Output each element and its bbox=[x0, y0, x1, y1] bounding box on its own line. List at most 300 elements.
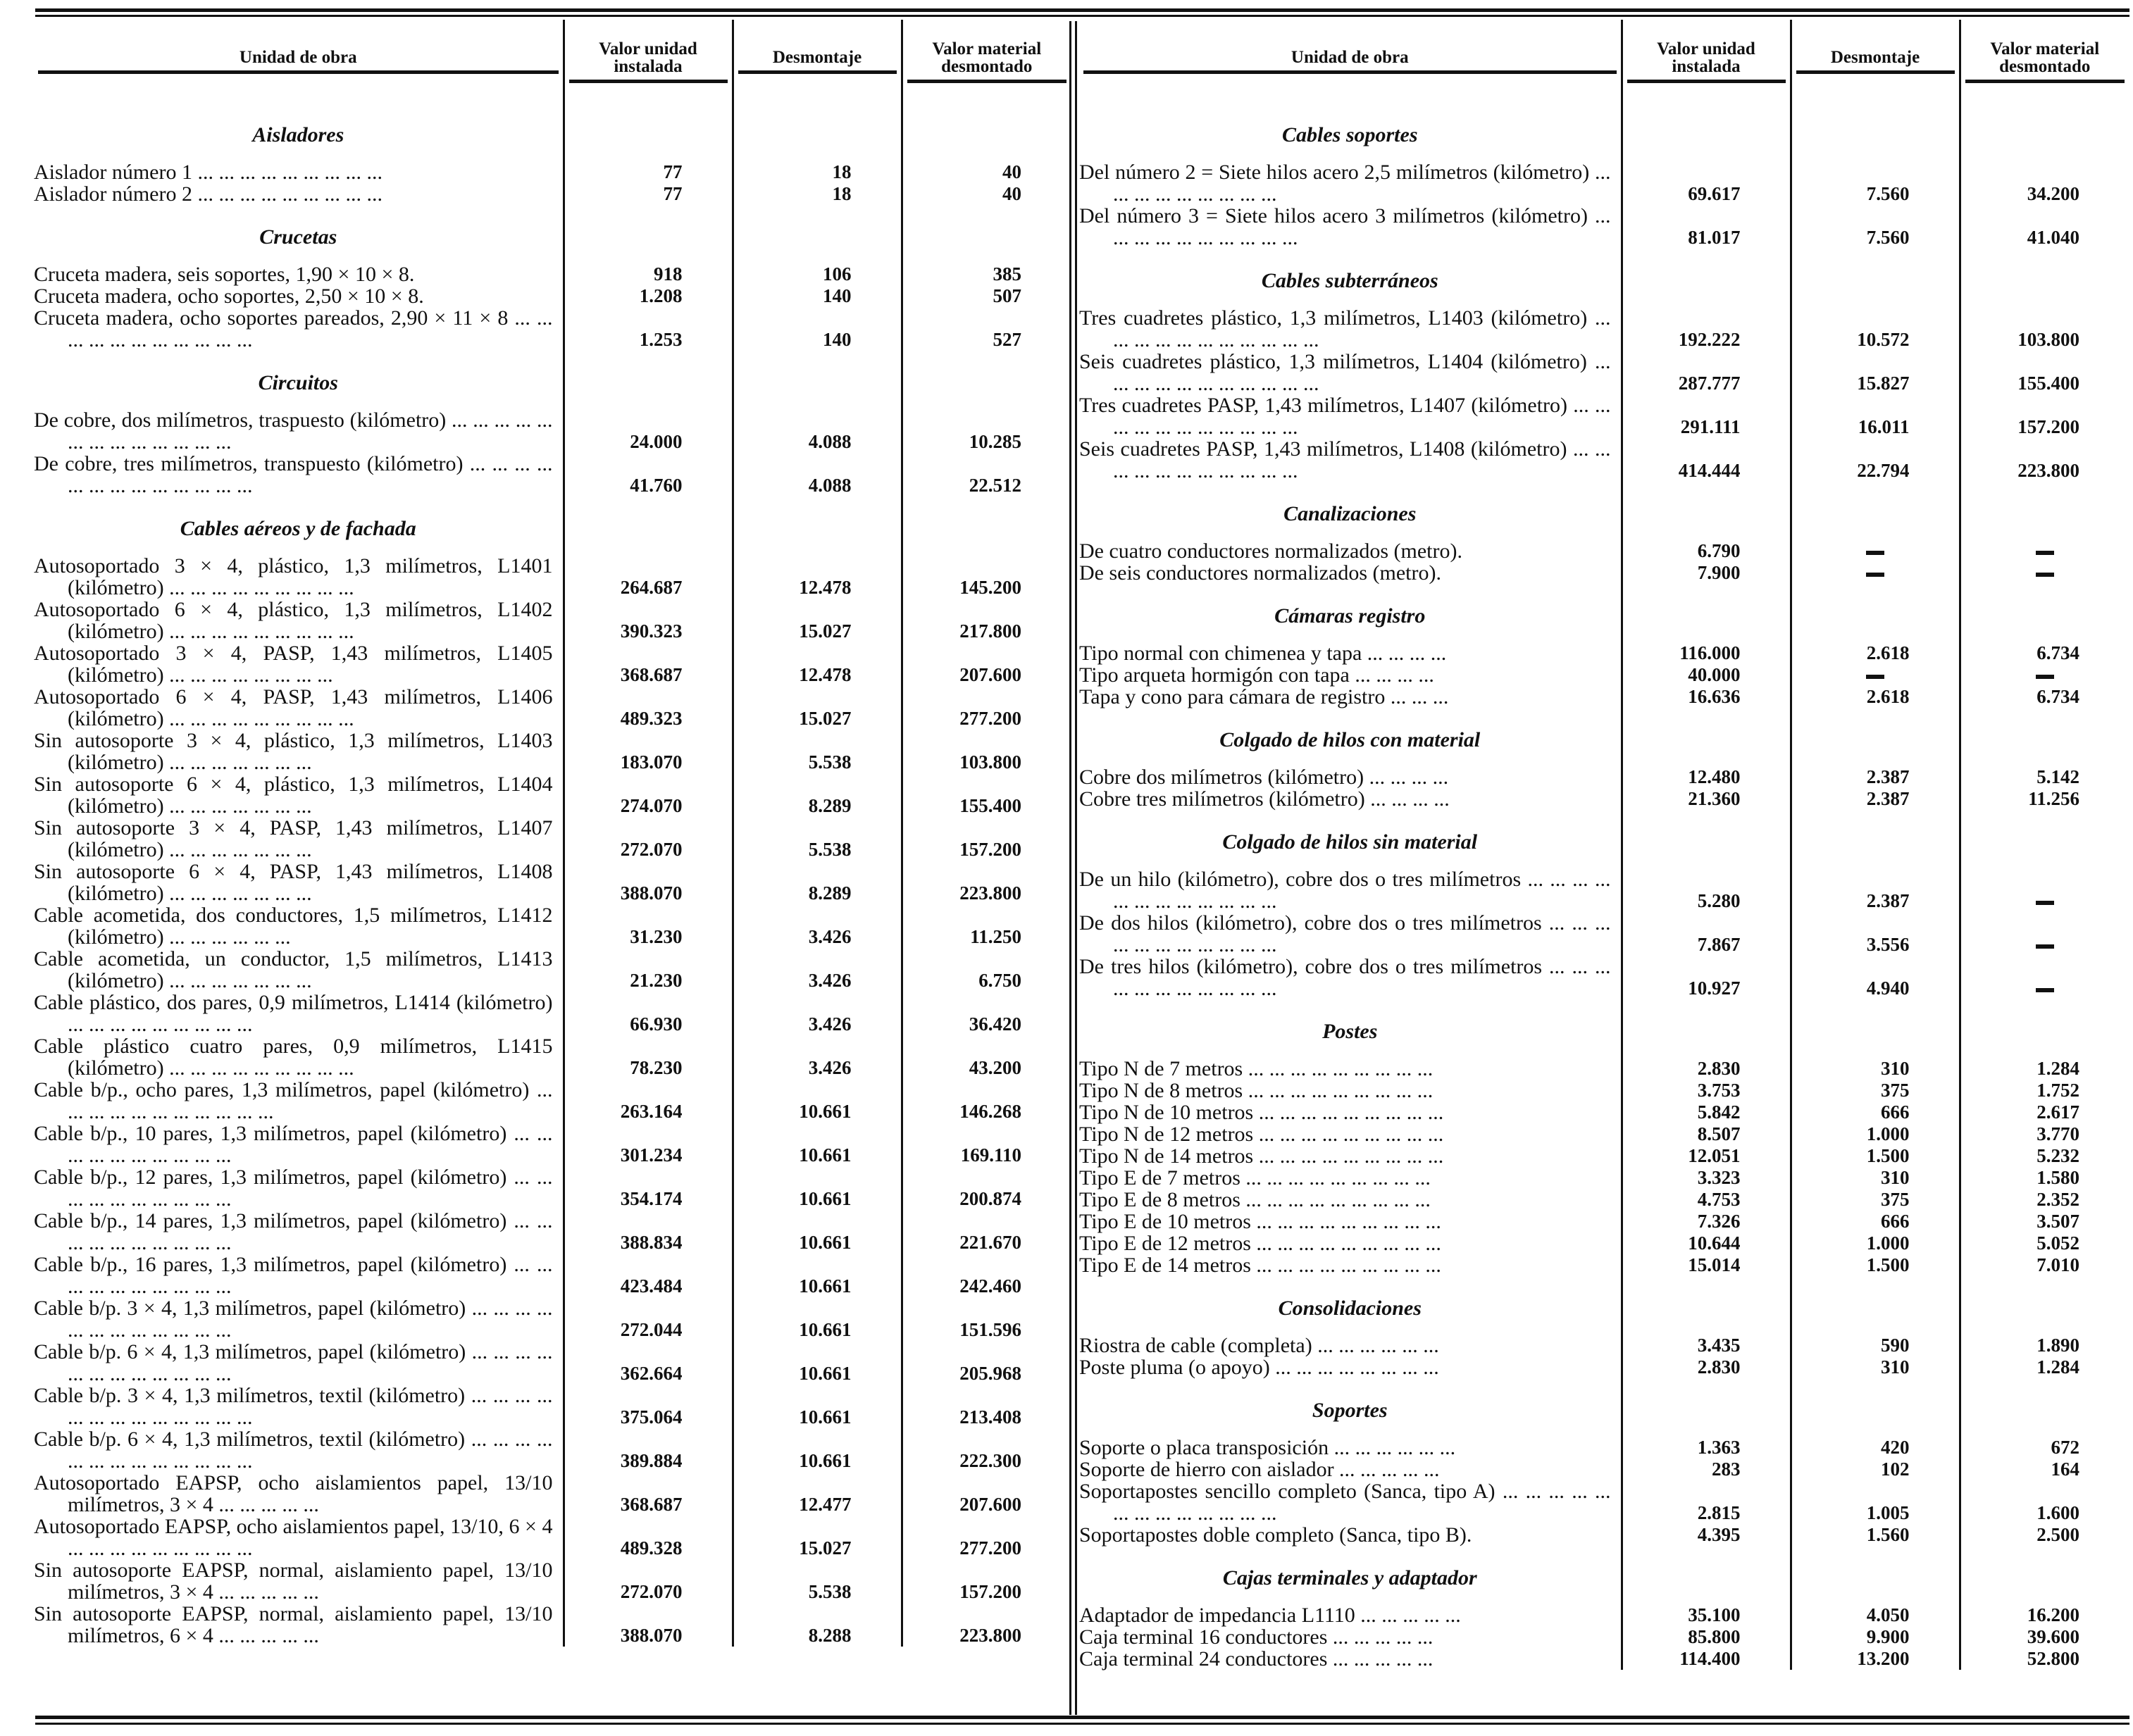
table-row bbox=[34, 555, 1071, 599]
unit-description bbox=[34, 1559, 564, 1603]
dismantle-value: 12.478 bbox=[733, 555, 902, 599]
unit-description-text: Caja terminal 16 conductores ... ... ... ... ... bbox=[1079, 1625, 1434, 1649]
material-value: 5.052 bbox=[1960, 1232, 2129, 1254]
section-title: Soportes bbox=[1312, 1399, 1388, 1422]
material-value: 200.874 bbox=[902, 1166, 1071, 1210]
empty-cell bbox=[1791, 482, 1960, 540]
unit-description bbox=[34, 1297, 564, 1341]
dismantle-value: 16.011 bbox=[1791, 394, 1960, 438]
unit-description bbox=[1079, 307, 1622, 351]
installed-value: 31.230 bbox=[564, 904, 733, 948]
dismantle-value: 1.560 bbox=[1791, 1524, 1960, 1546]
material-value: 217.800 bbox=[902, 599, 1071, 642]
dismantle-value: 2.618 bbox=[1791, 642, 1960, 664]
material-value: 277.200 bbox=[902, 686, 1071, 730]
dismantle-value: 140 bbox=[733, 285, 902, 307]
unit-description bbox=[1079, 1459, 1622, 1480]
dismantle-value: 666 bbox=[1791, 1101, 1960, 1123]
dismantle-value: 15.027 bbox=[733, 599, 902, 642]
table-row bbox=[1079, 1524, 2129, 1546]
section-header bbox=[1079, 584, 2129, 642]
dismantle-value: 18 bbox=[733, 161, 902, 183]
installed-value: 78.230 bbox=[564, 1035, 733, 1079]
dismantle-value: 2.387 bbox=[1791, 868, 1960, 912]
col-header-dismantle: Desmontaje bbox=[1791, 20, 1960, 103]
dismantle-value: 310 bbox=[1791, 1356, 1960, 1378]
unit-description bbox=[34, 1079, 564, 1123]
unit-description-text: Cobre tres milímetros (kilómetro) ... ... ... ... bbox=[1079, 787, 1450, 811]
material-value bbox=[1960, 956, 2129, 999]
unit-description bbox=[1079, 438, 1622, 482]
table-row bbox=[34, 948, 1071, 992]
dismantle-value: 10.661 bbox=[733, 1123, 902, 1166]
dismantle-value: 12.478 bbox=[733, 642, 902, 686]
unit-description-text: Cable acometida, dos conductores, 1,5 milímetros, L1412 (kilómetro) ... ... ... ... ... ... bbox=[34, 904, 553, 949]
unit-description-text: Cruceta madera, seis soportes, 1,90 × 10 × 8. bbox=[34, 263, 415, 286]
installed-value: 24.000 bbox=[564, 409, 733, 453]
installed-value: 10.644 bbox=[1622, 1232, 1791, 1254]
table-row bbox=[1079, 1167, 2129, 1189]
material-value: 1.580 bbox=[1960, 1167, 2129, 1189]
dismantle-value: 10.572 bbox=[1791, 307, 1960, 351]
dismantle-value: 2.387 bbox=[1791, 766, 1960, 788]
unit-description-text: Tipo E de 14 metros ... ... ... ... ... ... ... ... ... bbox=[1079, 1254, 1441, 1277]
table-row bbox=[1079, 788, 2129, 810]
material-value: 40 bbox=[902, 183, 1071, 205]
empty-cell bbox=[1622, 103, 1791, 161]
table-row bbox=[34, 599, 1071, 642]
section-header bbox=[1079, 103, 2129, 161]
unit-description bbox=[1079, 1123, 1622, 1145]
dismantle-value: 8.288 bbox=[733, 1603, 902, 1647]
right-table-panel bbox=[1079, 20, 2129, 1670]
installed-value: 263.164 bbox=[564, 1079, 733, 1123]
installed-value: 12.480 bbox=[1622, 766, 1791, 788]
table-row bbox=[34, 1341, 1071, 1385]
table-row bbox=[34, 1516, 1071, 1559]
empty-cell bbox=[1791, 1276, 1960, 1335]
unit-description bbox=[34, 183, 564, 205]
empty-cell bbox=[1960, 1378, 2129, 1437]
installed-value: 1.363 bbox=[1622, 1437, 1791, 1459]
unit-description bbox=[34, 599, 564, 642]
material-value: 1.600 bbox=[1960, 1480, 2129, 1524]
table-row bbox=[1079, 1058, 2129, 1080]
installed-value: 390.323 bbox=[564, 599, 733, 642]
dismantle-value: 3.426 bbox=[733, 992, 902, 1035]
installed-value: 1.253 bbox=[564, 307, 733, 351]
col-header-material: Valor material desmontado bbox=[1960, 20, 2129, 103]
unit-description bbox=[1079, 912, 1622, 956]
unit-description bbox=[1079, 1080, 1622, 1101]
table-row bbox=[34, 1123, 1071, 1166]
material-value: 43.200 bbox=[902, 1035, 1071, 1079]
unit-description-text: Tipo E de 12 metros ... ... ... ... ... ... ... ... ... bbox=[1079, 1232, 1441, 1255]
dismantle-value: 140 bbox=[733, 307, 902, 351]
unit-description-text: Cable b/p. 6 × 4, 1,3 milímetros, papel (kilómetro) ... ... ... ... ... ... ... ... ... ... ... ... bbox=[34, 1340, 553, 1385]
bottom-rule-2 bbox=[35, 1723, 2129, 1725]
installed-value: 35.100 bbox=[1622, 1604, 1791, 1626]
material-value: 222.300 bbox=[902, 1428, 1071, 1472]
unit-description bbox=[34, 686, 564, 730]
unit-description bbox=[1079, 205, 1622, 249]
unit-description-text: Cable b/p., 16 pares, 1,3 milímetros, papel (kilómetro) ... ... ... ... ... ... ... ... ... ... bbox=[34, 1253, 553, 1298]
unit-description bbox=[34, 773, 564, 817]
empty-cell bbox=[1791, 1378, 1960, 1437]
unit-description bbox=[1079, 1480, 1622, 1524]
material-value bbox=[1960, 912, 2129, 956]
material-value: 3.770 bbox=[1960, 1123, 2129, 1145]
unit-description bbox=[34, 1385, 564, 1428]
dismantle-value: 10.661 bbox=[733, 1385, 902, 1428]
section-title: Colgado de hilos sin material bbox=[1222, 830, 1478, 854]
section-title: Crucetas bbox=[259, 225, 337, 249]
dismantle-value: 310 bbox=[1791, 1167, 1960, 1189]
dash-mark bbox=[1866, 675, 1884, 679]
dismantle-value bbox=[1791, 664, 1960, 686]
installed-value: 375.064 bbox=[564, 1385, 733, 1428]
left-table-body bbox=[34, 103, 1071, 1647]
material-value bbox=[1960, 868, 2129, 912]
dismantle-value: 8.289 bbox=[733, 861, 902, 904]
table-row bbox=[1079, 1480, 2129, 1524]
table-row bbox=[1079, 394, 2129, 438]
section-header bbox=[1079, 1546, 2129, 1604]
material-value: 157.200 bbox=[1960, 394, 2129, 438]
unit-description bbox=[34, 1123, 564, 1166]
unit-description bbox=[1079, 664, 1622, 686]
unit-description-text: De un hilo (kilómetro), cobre dos o tres milímetros ... ... ... ... ... ... ... ... ... ... ... ... bbox=[1079, 868, 1611, 913]
material-value: 5.232 bbox=[1960, 1145, 2129, 1167]
installed-value: 10.927 bbox=[1622, 956, 1791, 999]
installed-value: 4.753 bbox=[1622, 1189, 1791, 1211]
table-row bbox=[34, 773, 1071, 817]
table-row bbox=[34, 686, 1071, 730]
unit-description bbox=[1079, 766, 1622, 788]
material-value: 527 bbox=[902, 307, 1071, 351]
table-row bbox=[1079, 1335, 2129, 1356]
unit-description bbox=[1079, 394, 1622, 438]
dismantle-value: 3.556 bbox=[1791, 912, 1960, 956]
unit-description bbox=[34, 1341, 564, 1385]
dismantle-value: 10.661 bbox=[733, 1210, 902, 1254]
dismantle-value: 375 bbox=[1791, 1080, 1960, 1101]
empty-cell bbox=[1622, 249, 1791, 307]
empty-cell bbox=[733, 351, 902, 409]
installed-value: 291.111 bbox=[1622, 394, 1791, 438]
section-title: Postes bbox=[1322, 1020, 1378, 1043]
table-row bbox=[34, 307, 1071, 351]
installed-value: 41.760 bbox=[564, 453, 733, 497]
table-row bbox=[1079, 161, 2129, 205]
empty-cell bbox=[1960, 1546, 2129, 1604]
table-row bbox=[34, 861, 1071, 904]
empty-cell bbox=[1791, 103, 1960, 161]
unit-description bbox=[34, 1428, 564, 1472]
dismantle-value bbox=[1791, 540, 1960, 562]
unit-description-text: Tipo N de 14 metros ... ... ... ... ... ... ... ... ... bbox=[1079, 1144, 1444, 1168]
installed-value: 6.790 bbox=[1622, 540, 1791, 562]
unit-description-text: Sin autosoporte 3 × 4, plástico, 1,3 milímetros, L1403 (kilómetro) ... ... ... ... ... ... ... bbox=[34, 729, 553, 774]
material-value: 223.800 bbox=[1960, 438, 2129, 482]
table-row bbox=[1079, 1123, 2129, 1145]
installed-value: 2.830 bbox=[1622, 1058, 1791, 1080]
empty-cell bbox=[1791, 584, 1960, 642]
unit-description-text: Autosoportado 6 × 4, plástico, 1,3 milímetros, L1402 (kilómetro) ... ... ... ... ... ... ... ... ... bbox=[34, 598, 553, 643]
table-row bbox=[1079, 766, 2129, 788]
dismantle-value: 310 bbox=[1791, 1058, 1960, 1080]
unit-description bbox=[1079, 1437, 1622, 1459]
section-title: Circuitos bbox=[258, 371, 338, 394]
dismantle-value: 3.426 bbox=[733, 904, 902, 948]
unit-description-text: Seis cuadretes plástico, 1,3 milímetros, L1404 (kilómetro) ... ... ... ... ... ... ... ... ... ... ... bbox=[1079, 350, 1611, 395]
unit-description-text: Adaptador de impedancia L1110 ... ... ... ... ... bbox=[1079, 1604, 1461, 1627]
unit-description bbox=[34, 642, 564, 686]
table-row bbox=[34, 453, 1071, 497]
table-row bbox=[34, 642, 1071, 686]
empty-cell bbox=[1960, 999, 2129, 1058]
installed-value: 918 bbox=[564, 263, 733, 285]
material-value bbox=[1960, 562, 2129, 584]
installed-value: 423.484 bbox=[564, 1254, 733, 1297]
unit-description bbox=[1079, 686, 1622, 708]
dismantle-value: 5.538 bbox=[733, 1559, 902, 1603]
table-row bbox=[34, 1166, 1071, 1210]
table-row bbox=[34, 817, 1071, 861]
unit-description-text: Tapa y cono para cámara de registro ... ... ... bbox=[1079, 685, 1449, 708]
table-row bbox=[1079, 1145, 2129, 1167]
section-header bbox=[1079, 482, 2129, 540]
unit-description bbox=[34, 1254, 564, 1297]
unit-description-text: Cable b/p. 6 × 4, 1,3 milímetros, textil (kilómetro) ... ... ... ... ... ... ... ... ... ... ... ... ... bbox=[34, 1428, 553, 1473]
installed-value: 3.323 bbox=[1622, 1167, 1791, 1189]
table-row bbox=[34, 161, 1071, 183]
material-value: 1.284 bbox=[1960, 1058, 2129, 1080]
material-value: 157.200 bbox=[902, 817, 1071, 861]
empty-cell bbox=[1622, 1276, 1791, 1335]
unit-description bbox=[34, 263, 564, 285]
section-title: Colgado de hilos con material bbox=[1219, 728, 1481, 751]
table-row bbox=[34, 285, 1071, 307]
material-value: 11.256 bbox=[1960, 788, 2129, 810]
unit-description-text: De seis conductores normalizados (metro). bbox=[1079, 561, 1441, 585]
unit-description-text: Poste pluma (o apoyo) ... ... ... ... ... ... ... ... bbox=[1079, 1356, 1439, 1379]
empty-cell bbox=[1622, 584, 1791, 642]
dismantle-value: 666 bbox=[1791, 1211, 1960, 1232]
unit-description bbox=[1079, 1101, 1622, 1123]
left-price-table bbox=[34, 20, 1071, 1647]
unit-description-text: Riostra de cable (completa) ... ... ... ... ... ... bbox=[1079, 1334, 1439, 1357]
empty-cell bbox=[733, 205, 902, 263]
dismantle-value: 420 bbox=[1791, 1437, 1960, 1459]
empty-cell bbox=[733, 497, 902, 555]
installed-value: 362.664 bbox=[564, 1341, 733, 1385]
empty-cell bbox=[902, 103, 1071, 161]
dismantle-value: 2.387 bbox=[1791, 788, 1960, 810]
unit-description bbox=[34, 1516, 564, 1559]
unit-description-text: Del número 3 = Siete hilos acero 3 milímetros (kilómetro) ... ... ... ... ... ... ... ... ... ... bbox=[1079, 204, 1611, 249]
installed-value: 7.867 bbox=[1622, 912, 1791, 956]
dash-mark bbox=[2036, 675, 2054, 679]
installed-value: 3.435 bbox=[1622, 1335, 1791, 1356]
material-value: 7.010 bbox=[1960, 1254, 2129, 1276]
section-header bbox=[1079, 708, 2129, 766]
unit-description bbox=[34, 555, 564, 599]
empty-cell bbox=[564, 351, 733, 409]
installed-value: 489.328 bbox=[564, 1516, 733, 1559]
unit-description-text: Tipo normal con chimenea y tapa ... ... ... ... bbox=[1079, 642, 1447, 665]
unit-description-text: Cruceta madera, ocho soportes pareados, 2,90 × 11 × 8 ... ... ... ... ... ... ... ... ... ... ... bbox=[34, 306, 553, 351]
installed-value: 388.834 bbox=[564, 1210, 733, 1254]
installed-value: 388.070 bbox=[564, 1603, 733, 1647]
unit-description-text: Cobre dos milímetros (kilómetro) ... ... ... ... bbox=[1079, 766, 1449, 789]
section-header bbox=[1079, 1276, 2129, 1335]
table-row bbox=[1079, 307, 2129, 351]
empty-cell bbox=[1960, 584, 2129, 642]
installed-value: 12.051 bbox=[1622, 1145, 1791, 1167]
table-row bbox=[1079, 912, 2129, 956]
table-row bbox=[34, 409, 1071, 453]
dismantle-value: 10.661 bbox=[733, 1428, 902, 1472]
installed-value: 388.070 bbox=[564, 861, 733, 904]
bottom-rule-1 bbox=[35, 1716, 2129, 1719]
unit-description-text: De cuatro conductores normalizados (metro). bbox=[1079, 539, 1462, 563]
unit-description bbox=[34, 453, 564, 497]
material-value: 6.734 bbox=[1960, 686, 2129, 708]
empty-cell bbox=[1960, 482, 2129, 540]
section-title: Cajas terminales y adaptador bbox=[1222, 1566, 1477, 1590]
unit-description bbox=[1079, 1626, 1622, 1648]
dismantle-value: 8.289 bbox=[733, 773, 902, 817]
table-row bbox=[1079, 1648, 2129, 1670]
material-value: 1.752 bbox=[1960, 1080, 2129, 1101]
installed-value: 69.617 bbox=[1622, 161, 1791, 205]
top-rule-2 bbox=[35, 15, 2129, 17]
dismantle-value: 10.661 bbox=[733, 1079, 902, 1123]
installed-value: 183.070 bbox=[564, 730, 733, 773]
unit-description bbox=[34, 307, 564, 351]
unit-description-text: Tipo N de 8 metros ... ... ... ... ... ... ... ... ... bbox=[1079, 1079, 1434, 1102]
dismantle-value: 590 bbox=[1791, 1335, 1960, 1356]
table-row bbox=[34, 1210, 1071, 1254]
unit-description bbox=[1079, 161, 1622, 205]
installed-value: 274.070 bbox=[564, 773, 733, 817]
table-row bbox=[34, 1428, 1071, 1472]
top-rule-1 bbox=[35, 8, 2129, 12]
material-value: 164 bbox=[1960, 1459, 2129, 1480]
dismantle-value: 2.618 bbox=[1791, 686, 1960, 708]
unit-description-text: Cable acometida, un conductor, 1,5 milímetros, L1413 (kilómetro) ... ... ... ... ... ... ... bbox=[34, 947, 553, 992]
installed-value: 7.326 bbox=[1622, 1211, 1791, 1232]
material-value: 223.800 bbox=[902, 861, 1071, 904]
table-row bbox=[34, 1254, 1071, 1297]
unit-description bbox=[34, 861, 564, 904]
unit-description bbox=[1079, 1189, 1622, 1211]
unit-description-text: Sin autosoporte 3 × 4, PASP, 1,43 milímetros, L1407 (kilómetro) ... ... ... ... ... ... ... bbox=[34, 816, 553, 861]
material-value: 10.285 bbox=[902, 409, 1071, 453]
unit-description-text: De cobre, tres milímetros, transpuesto (kilómetro) ... ... ... ... ... ... ... ... ... ... ... ... ... bbox=[34, 452, 553, 497]
unit-description-text: Aislador número 2 ... ... ... ... ... ... ... ... ... bbox=[34, 182, 383, 206]
unit-description-text: Autosoportado EAPSP, ocho aislamientos papel, 13/10, 6 × 4 ... ... ... ... ... ... ... ... ... bbox=[34, 1515, 553, 1560]
unit-description-text: Autosoportado 6 × 4, PASP, 1,43 milímetros, L1406 (kilómetro) ... ... ... ... ... ... ... ... ... bbox=[34, 685, 553, 730]
unit-description-text: Cable plástico, dos pares, 0,9 milímetros, L1414 (kilómetro) ... ... ... ... ... ... ... ... ... bbox=[34, 991, 553, 1036]
material-value: 22.512 bbox=[902, 453, 1071, 497]
dismantle-value: 1.005 bbox=[1791, 1480, 1960, 1524]
installed-value: 192.222 bbox=[1622, 307, 1791, 351]
installed-value: 389.884 bbox=[564, 1428, 733, 1472]
section-header bbox=[34, 103, 1071, 161]
table-row bbox=[1079, 1459, 2129, 1480]
table-row bbox=[1079, 1604, 2129, 1626]
installed-value: 116.000 bbox=[1622, 642, 1791, 664]
dismantle-value: 15.827 bbox=[1791, 351, 1960, 394]
material-value: 207.600 bbox=[902, 642, 1071, 686]
installed-value: 66.930 bbox=[564, 992, 733, 1035]
unit-description bbox=[1079, 956, 1622, 999]
installed-value: 40.000 bbox=[1622, 664, 1791, 686]
unit-description bbox=[34, 409, 564, 453]
installed-value: 368.687 bbox=[564, 1472, 733, 1516]
material-value: 103.800 bbox=[902, 730, 1071, 773]
unit-description bbox=[1079, 540, 1622, 562]
table-row bbox=[34, 1603, 1071, 1647]
table-row bbox=[1079, 642, 2129, 664]
unit-description-text: Seis cuadretes PASP, 1,43 milímetros, L1408 (kilómetro) ... ... ... ... ... ... ... ... ... ... ... bbox=[1079, 437, 1611, 482]
unit-description bbox=[34, 1210, 564, 1254]
installed-value: 272.044 bbox=[564, 1297, 733, 1341]
material-value: 2.617 bbox=[1960, 1101, 2129, 1123]
unit-description-text: De tres hilos (kilómetro), cobre dos o tres milímetros ... ... ... ... ... ... ... ... ... ... ... bbox=[1079, 955, 1611, 1000]
section-header bbox=[1079, 249, 2129, 307]
material-value: 221.670 bbox=[902, 1210, 1071, 1254]
material-value: 52.800 bbox=[1960, 1648, 2129, 1670]
empty-cell bbox=[1622, 1546, 1791, 1604]
material-value: 277.200 bbox=[902, 1516, 1071, 1559]
dismantle-value: 1.000 bbox=[1791, 1123, 1960, 1145]
empty-cell bbox=[1622, 708, 1791, 766]
unit-description-text: Soporte de hierro con aislador ... ... ... ... ... bbox=[1079, 1458, 1440, 1481]
unit-description bbox=[34, 992, 564, 1035]
empty-cell bbox=[1791, 1546, 1960, 1604]
material-value: 207.600 bbox=[902, 1472, 1071, 1516]
unit-description-text: Tipo N de 7 metros ... ... ... ... ... ... ... ... ... bbox=[1079, 1057, 1434, 1080]
empty-cell bbox=[1622, 999, 1791, 1058]
empty-cell bbox=[1960, 810, 2129, 868]
dismantle-value: 4.940 bbox=[1791, 956, 1960, 999]
section-title: Cables soportes bbox=[1281, 123, 1418, 146]
table-row bbox=[34, 1035, 1071, 1079]
unit-description bbox=[1079, 1335, 1622, 1356]
table-row bbox=[1079, 1232, 2129, 1254]
installed-value: 3.753 bbox=[1622, 1080, 1791, 1101]
unit-description-text: Cable b/p., ocho pares, 1,3 milímetros, papel (kilómetro) ... ... ... ... ... ... ... ... ... ... ... bbox=[34, 1078, 553, 1123]
unit-description-text: De cobre, dos milímetros, traspuesto (kilómetro) ... ... ... ... ... ... ... ... ... ... ... ... ... bbox=[34, 408, 553, 454]
material-value: 157.200 bbox=[902, 1559, 1071, 1603]
material-value: 151.596 bbox=[902, 1297, 1071, 1341]
table-row bbox=[1079, 1254, 2129, 1276]
unit-description bbox=[1079, 1167, 1622, 1189]
unit-description-text: Tipo N de 12 metros ... ... ... ... ... ... ... ... ... bbox=[1079, 1123, 1444, 1146]
unit-description-text: Aislador número 1 ... ... ... ... ... ... ... ... ... bbox=[34, 161, 383, 184]
table-row bbox=[1079, 1101, 2129, 1123]
dismantle-value: 10.661 bbox=[733, 1166, 902, 1210]
material-value: 16.200 bbox=[1960, 1604, 2129, 1626]
installed-value: 2.815 bbox=[1622, 1480, 1791, 1524]
table-row bbox=[34, 730, 1071, 773]
dismantle-value: 102 bbox=[1791, 1459, 1960, 1480]
dismantle-value: 4.088 bbox=[733, 409, 902, 453]
empty-cell bbox=[1791, 999, 1960, 1058]
